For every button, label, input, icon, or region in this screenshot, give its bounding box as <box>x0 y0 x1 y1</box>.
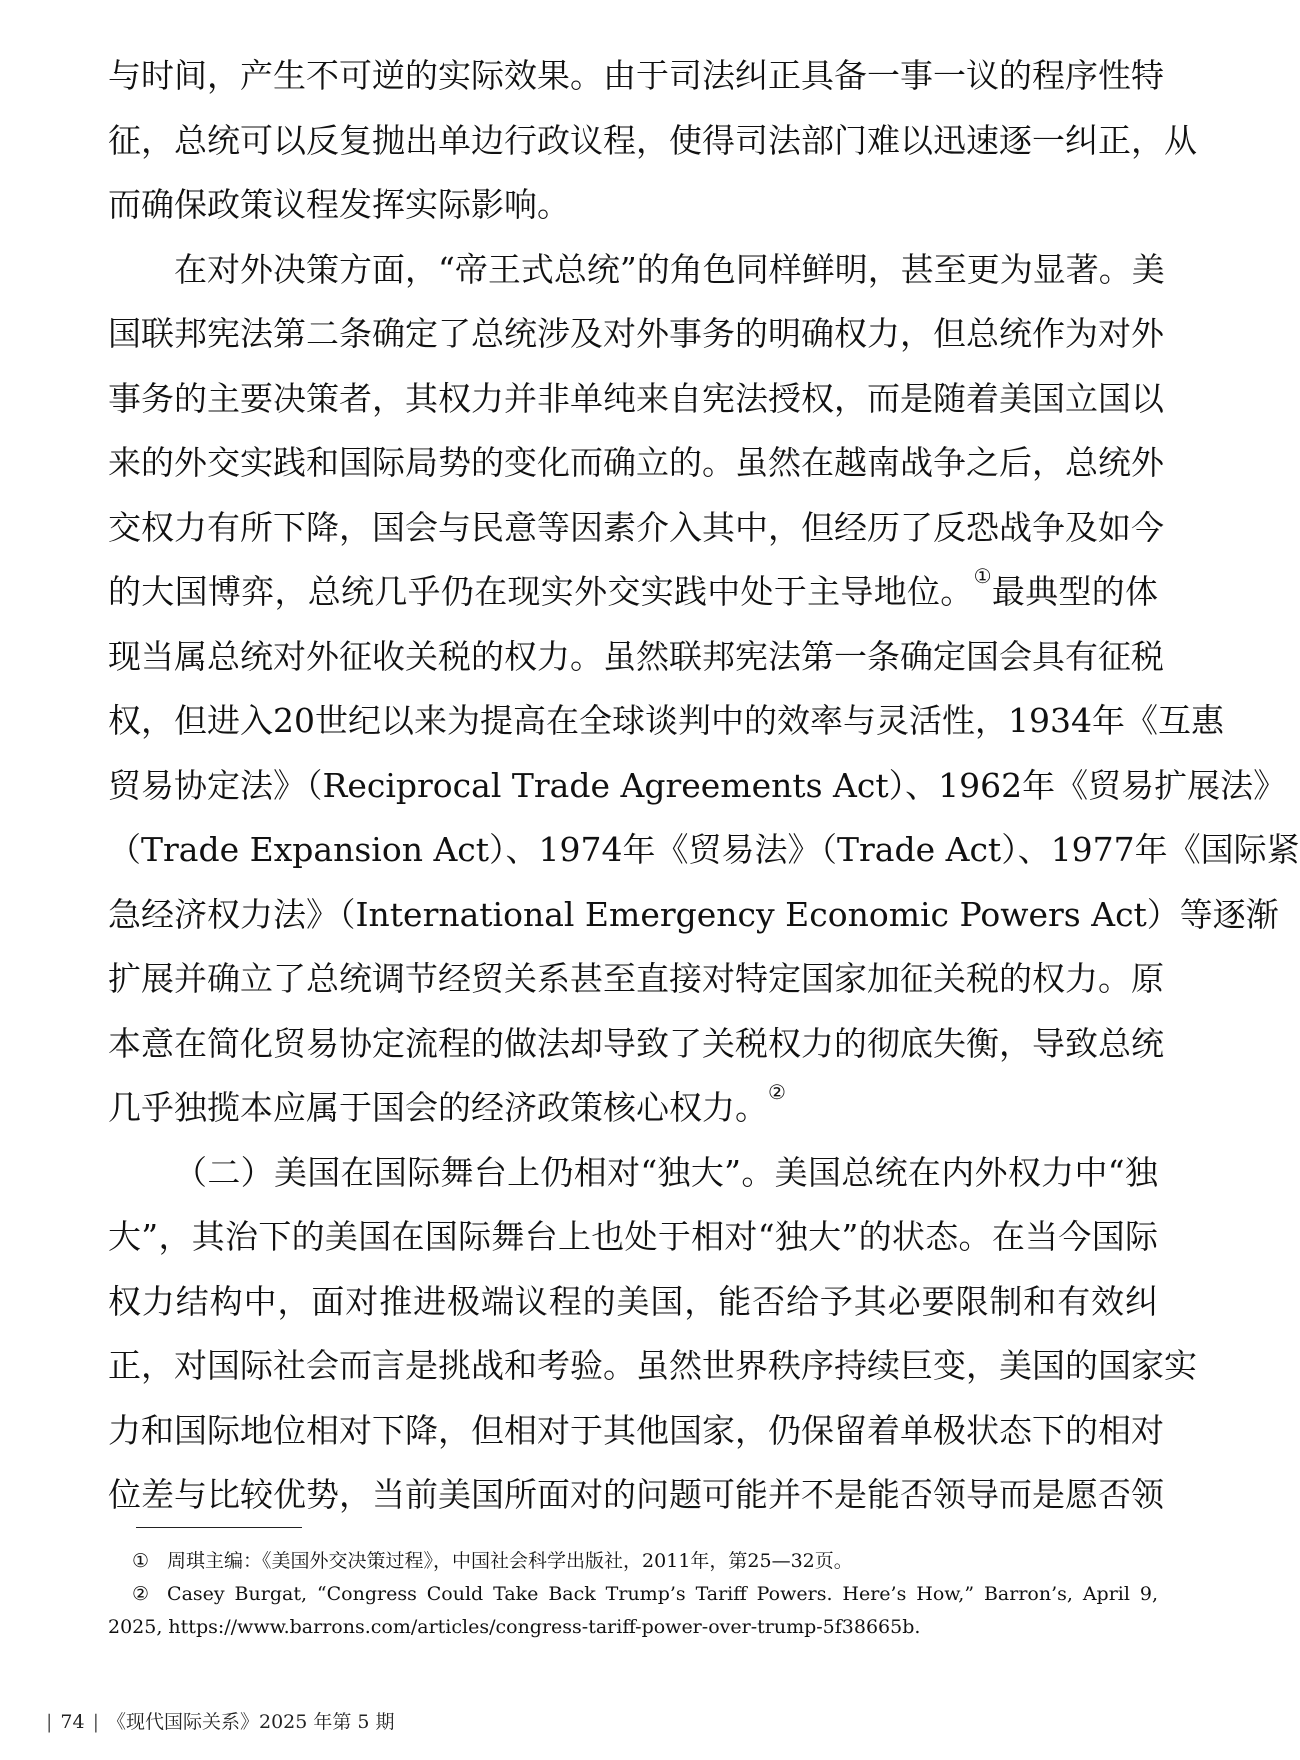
footnote-ref-2[interactable]: ② <box>768 1080 786 1104</box>
text-line: 扩展并确立了总统调节经贸关系甚至直接对特定国家加征关税的权力。原 <box>108 959 1164 998</box>
footnote-url[interactable]: 2025, https://www.barrons.com/articles/congress-tariff-power-over-trump-5f38665b. <box>108 1616 921 1638</box>
text-line: 权力结构中，面对推进极端议程的美国，能否给予其必要限制和有效纠 <box>108 1281 1158 1321</box>
footnote-mark: ① <box>132 1550 150 1572</box>
text-line: 与时间，产生不可逆的实际效果。由于司法纠正具备一事一议的程序性特 <box>108 56 1164 95</box>
text-line: 贸易协定法》（Reciprocal Trade Agreements Act）、1962年《贸易扩展法》 <box>108 765 1287 805</box>
text-line: 大”，其治下的美国在国际舞台上也处于相对“独大”的状态。在当今国际 <box>108 1217 1158 1256</box>
footnote-ref-1[interactable]: ① <box>973 564 992 588</box>
text-line: 征，总统可以反复抛出单边行政议程，使得司法部门难以迅速逐一纠正，从 <box>108 120 1197 160</box>
text-segment: 几乎独揽本应属于国会的经济政策核心权力。 <box>108 1088 768 1127</box>
text-line: 急经济权力法》（International Emergency Economic Powers Act）等逐渐 <box>108 894 1279 934</box>
text-line: 权，但进入20世纪以来为提高在全球谈判中的效率与灵活性，1934年《互惠 <box>108 701 1224 740</box>
text-line: （Trade Expansion Act）、1974年《贸易法》（Trade Act）、1977年《国际紧 <box>108 830 1300 869</box>
text-line: 力和国际地位相对下降，但相对于其他国家，仍保留着单极状态下的相对 <box>108 1410 1164 1450</box>
page-footer <box>38 1710 395 1734</box>
footnote-text: Casey Burgat, “Congress Could Take Back Trump’s Tariff Powers. Here’s How,” Barron’s, April 9, <box>167 1583 1158 1605</box>
text-line: 国联邦宪法第二条确定了总统涉及对外事务的明确权力，但总统作为对外 <box>108 314 1164 353</box>
body-text <box>108 44 1300 1528</box>
section-heading-line: （二）美国在国际舞台上仍相对“独大”。美国总统在内外权力中“独 <box>174 1152 1158 1192</box>
text-segment: 最典型的体 <box>991 572 1159 611</box>
text-line: 来的外交实践和国际局势的变化而确立的。虽然在越南战争之后，总统外 <box>108 443 1164 482</box>
text-line: 而确保政策议程发挥实际影响。 <box>108 185 570 224</box>
text-line: 在对外决策方面，“帝王式总统”的角色同样鲜明，甚至更为显著。美 <box>174 249 1165 289</box>
text-line: 正，对国际社会而言是挑战和考验。虽然世界秩序持续巨变，美国的国家实 <box>108 1346 1197 1385</box>
footnote-1 <box>108 1545 1158 1578</box>
footnotes <box>108 1545 1158 1644</box>
text-segment: 的大国博弈，总统几乎仍在现实外交实践中处于主导地位。 <box>108 572 974 611</box>
text-line <box>108 1076 1158 1141</box>
text-line <box>108 560 1158 625</box>
page-number: 74 <box>60 1711 85 1733</box>
footnote-2 <box>108 1578 1158 1611</box>
footer-separator: | <box>46 1711 53 1733</box>
journal-title: 《现代国际关系》2025 年第 5 期 <box>107 1711 395 1733</box>
footnote-text: 周琪主编：《美国外交决策过程》，中国社会科学出版社，2011年，第25—32页。 <box>167 1550 853 1572</box>
footer-separator: | <box>92 1711 99 1733</box>
text-line: 现当属总统对外征收关税的权力。虽然联邦宪法第一条确定国会具有征税 <box>108 636 1164 676</box>
text-line: 本意在简化贸易协定流程的做法却导致了关税权力的彻底失衡，导致总统 <box>108 1023 1164 1063</box>
footnote-divider <box>136 1527 302 1528</box>
text-line: 交权力有所下降，国会与民意等因素介入其中，但经历了反恐战争及如今 <box>108 507 1164 547</box>
footnote-2-continuation <box>108 1611 1158 1644</box>
footnote-mark: ② <box>132 1583 150 1605</box>
text-line: 位差与比较优势，当前美国所面对的问题可能并不是能否领导而是愿否领 <box>108 1475 1164 1514</box>
text-line: 事务的主要决策者，其权力并非单纯来自宪法授权，而是随着美国立国以 <box>108 378 1164 418</box>
